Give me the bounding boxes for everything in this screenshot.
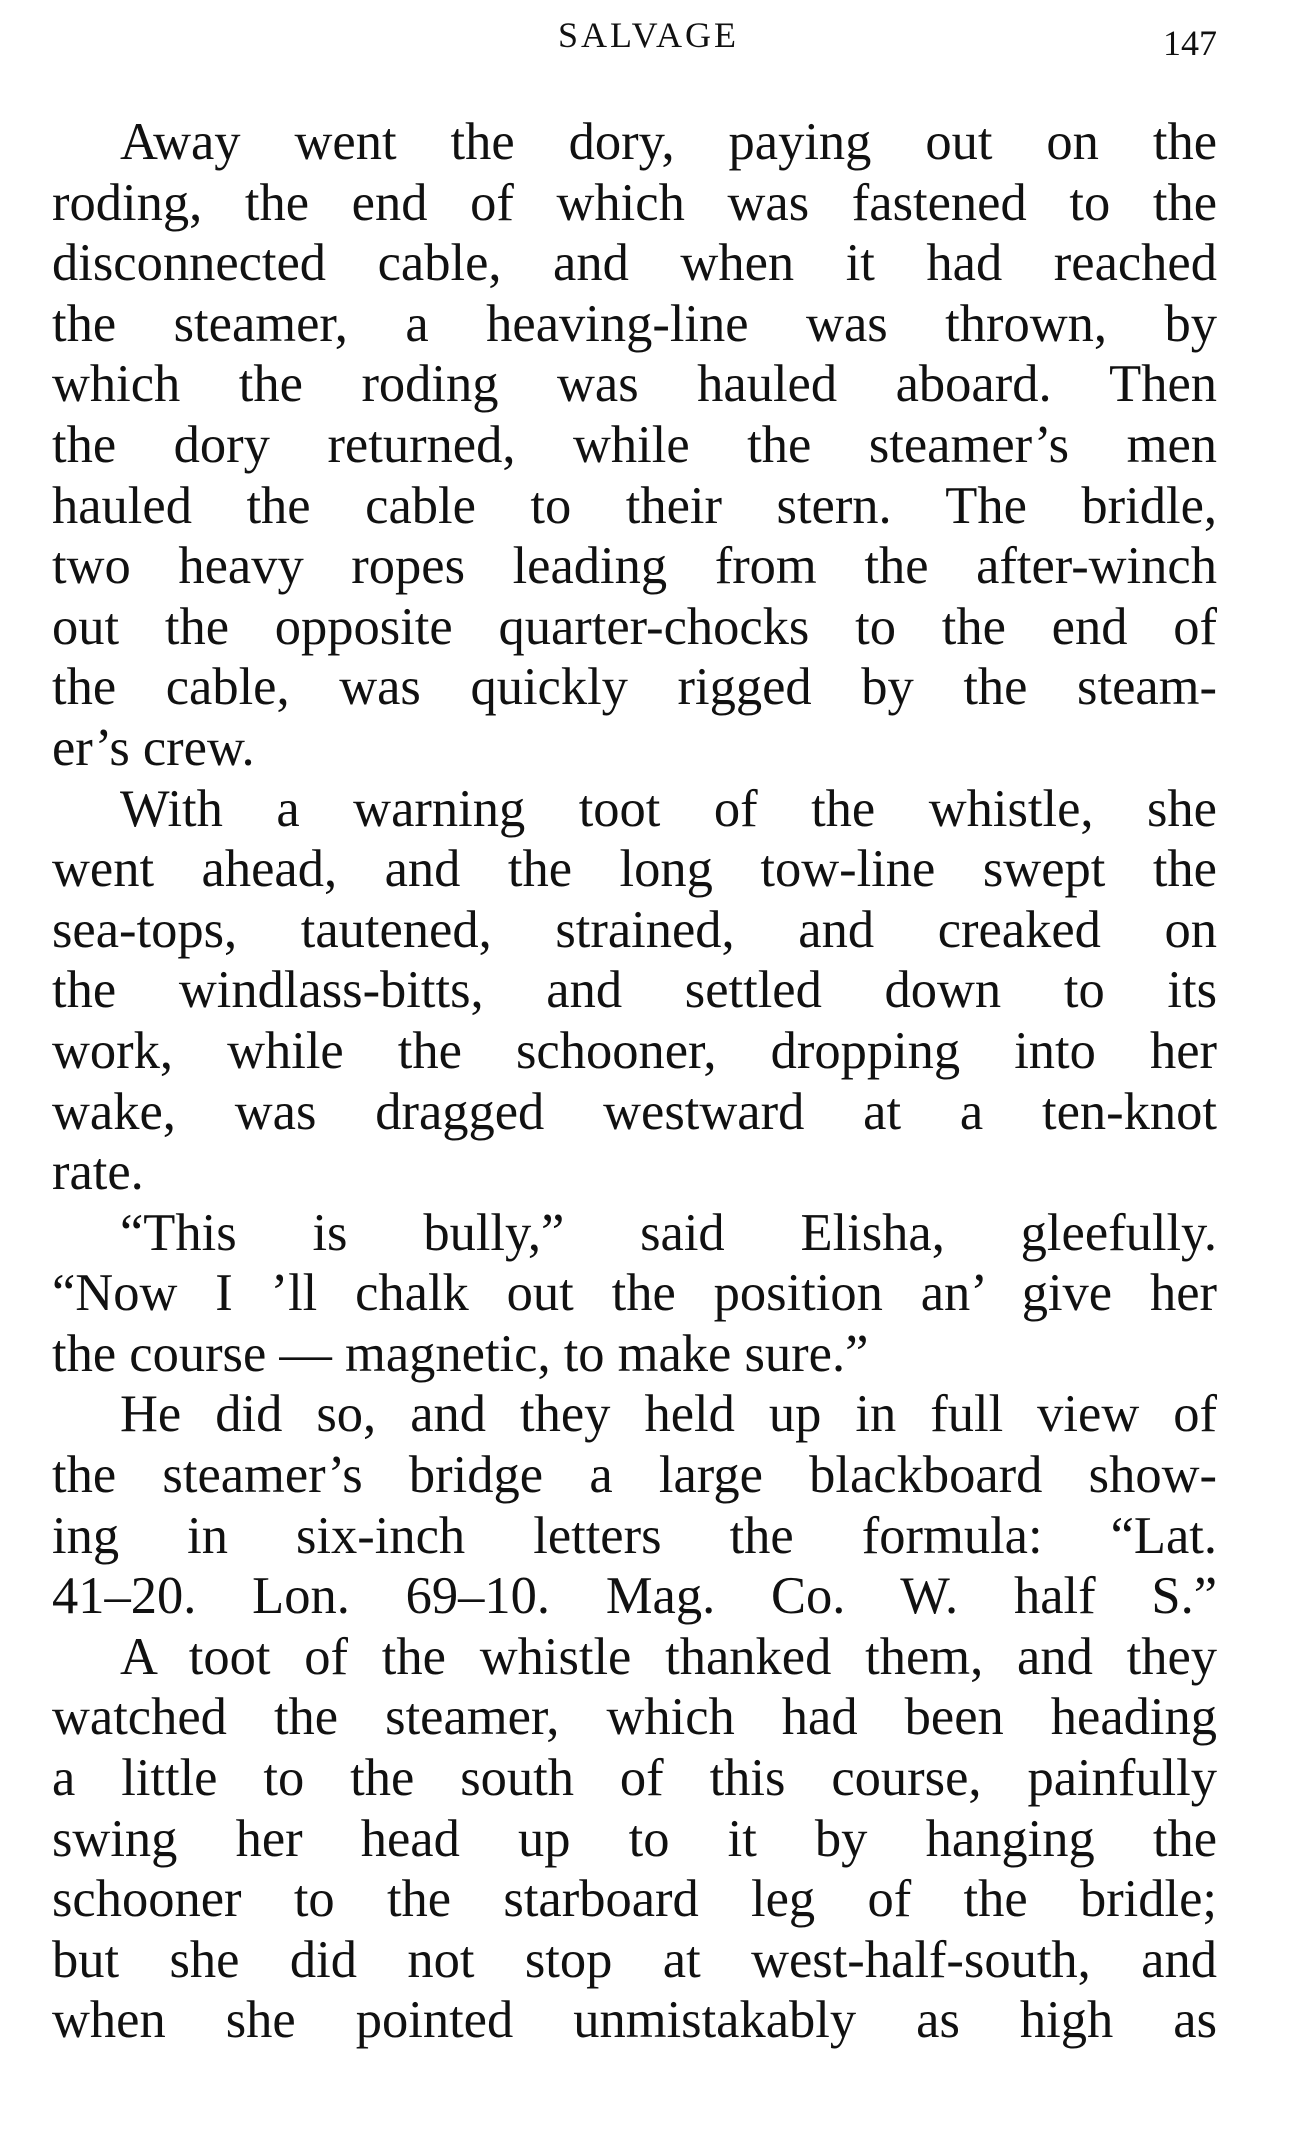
text-line: work, while the schooner, dropping into her [52, 1021, 1217, 1080]
text-line: wake, was dragged westward at a ten-knot [52, 1082, 1217, 1141]
text-line: rate. [52, 1143, 144, 1202]
text-line: Away went the dory, paying out on the [120, 113, 1217, 171]
text-line: the cable, was quickly rigged by the steam- [52, 658, 1217, 717]
text-line: “Now I ’ll chalk out the position an’ give her [52, 1264, 1217, 1323]
text-line: er’s crew. [52, 718, 255, 777]
text-line: the course — magnetic, to make sure.” [52, 1324, 869, 1383]
text-line: the steamer, a heaving-line was thrown, by [52, 294, 1217, 353]
text-line: disconnected cable, and when it had reached [52, 234, 1217, 293]
text-line: the steamer’s bridge a large blackboard show- [52, 1446, 1217, 1505]
text-line: “This is bully,” said Elisha, gleefully. [120, 1203, 1217, 1262]
text-line: roding, the end of which was fastened to the [52, 173, 1217, 232]
text-line: out the opposite quarter-chocks to the end of [52, 597, 1217, 656]
text-line: when she pointed unmistakably as high as [52, 1991, 1217, 2050]
text-line: two heavy ropes leading from the after-winch [52, 537, 1217, 596]
running-title: SALVAGE [557, 15, 740, 55]
text-line: A toot of the whistle thanked them, and they [120, 1627, 1217, 1686]
text-line: With a warning toot of the whistle, she [120, 779, 1217, 838]
text-line: schooner to the starboard leg of the bridle; [52, 1870, 1217, 1929]
text-line: ing in six-inch letters the formula: “Lat. [52, 1506, 1217, 1565]
text-line: went ahead, and the long tow-line swept the [52, 840, 1217, 899]
text-line: hauled the cable to their stern. The bridle, [52, 476, 1217, 535]
text-line: which the roding was hauled aboard. Then [52, 355, 1217, 414]
text-line: He did so, and they held up in full view of [120, 1385, 1217, 1444]
body-text [52, 112, 1217, 2051]
text-line: 41–20. Lon. 69–10. Mag. Co. W. half S.” [52, 1567, 1217, 1626]
text-line: the dory returned, while the steamer’s men [52, 415, 1217, 474]
text-line: sea-tops, tautened, strained, and creaked on [52, 900, 1217, 959]
running-head [0, 10, 1297, 70]
text-line: watched the steamer, which had been heading [52, 1688, 1217, 1747]
text-line: but she did not stop at west-half-south, and [52, 1930, 1217, 1989]
text-line: swing her head up to it by hanging the [52, 1809, 1217, 1868]
text-line: a little to the south of this course, painfully [52, 1749, 1217, 1808]
text-line: the windlass-bitts, and settled down to its [52, 961, 1217, 1020]
page-number: 147 [1163, 23, 1217, 63]
